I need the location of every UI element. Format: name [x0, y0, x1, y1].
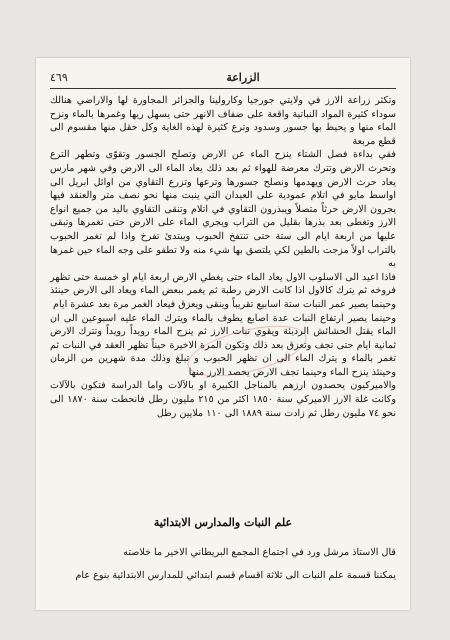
page-number: ٤٦٩: [50, 70, 68, 84]
header-rule: [50, 88, 396, 89]
paragraph: يمكننا قسمة علم النبات الى ثلاثة اقسام قسم ابتدائي للمدارس الابتدائية بنوع عام: [75, 569, 396, 581]
section-title: علم النبات والمدارس الابتدائية: [153, 516, 293, 529]
page-sheet: [36, 58, 410, 610]
paragraph: وتكثر زراعة الارز في ولايتي جورجيا وكارولينا والجزائر المجاورة لها والاراضي هنالك سوداء كثيرة المواد النباتية واقعة على ضفاف الانهر حتى يسهل ريها وغمرها بالماء ونزح الماء منها و يحيط بها جسور وسدود وترع كثيرة لهذه الغاية وكل حقل منها مقسوم الى قطع مربعة: [50, 95, 396, 147]
paragraph: فاذا اعيد الى الاسلوب الاول يعاد الماء حتى يغطي الارض اربعة ايام او خمسة حتى تظهر فروخه ثم يترك كالاول اذا كانت الارض رطبة ثم يغمر ببعض الماء ويعاد الى الارض حينئذ وحينما يصير عمر النبات ستة اسابيع تقريباً وينقى ويعزق فيعاد الغمر مرة بعد عشرة ايام: [50, 271, 396, 310]
section-text: [50, 536, 396, 592]
paragraph: والاميركيون يحصدون ارزهم بالمناجل الكبيرة او بالآلات واما الدراسة فتكون بالآلات وكانت غلة الارز الاميركي سنة ١٨٥٠ اكثر من ٢١٥ مليون رطل فانحطت سنة ١٨٧٠ الى نحو ٧٤ مليون رطل ثم زادت سنة ١٨٨٩ الى ١١٠ ملايين رطل: [50, 380, 397, 419]
paragraph: قال الاستاذ مرشل ورد في اجتماع المجمع البريطاني الاخير ما خلاصته: [123, 546, 396, 558]
page-header: [50, 68, 396, 86]
paragraph: ففي بداءة فصل الشتاء ينزح الماء عن الارض وتصلح الجسور وتقوّى وتطهر الترع وتحرث الارض وتترك معرضة للهواء ثم بعد ذلك يعاد الماء الى الارض وفي شهر مارس يعاد حرث الارض ويهدمها ونصلح جسورها وترعها وتزرع التقاوي من اوائل ابريل الى اواسط مايو في اتلام عمودية على العيدان التي ينبت منها نحو نصف متر والعنقد فيها يجرون الارض حرثاً متصلاً ويبذرون التقاوي في اتلام وتنقى التقاوي باليد من جميع انواع الارز وتغطى بعد بذرها بقليل من التراب ويجري الماء على الارض حتى تغمرها وتبقى عليها من اربعة ايام الى ستة حتى تنتفخ الحبوب ويبتدئ تفرخ واذا لم تغمر الحبوب بالتراب اولاً مزجت بالطين لكي يلتصق بها شيء منه ولا تطفو على وجه الماء حين غمرها به: [50, 149, 396, 270]
paragraph: وحينما يصير ارتفاع النبات عدة اصابع يطوف بالماء ويترك الماء عليه اسبوعين الى ان الماء يقتل الحشائش الرديئة ويقوي نبات الارز ثم ينزح الماء رويداً رويداً وتترك الارض ثمانية ايام حتى تجف وتعزق بعد ذلك وتكون المرة الاخيرة حيناً تظهر العقد في النبات ثم تغمر بالماء و يترك الماء الى ان تظهر الحبوب و تبلغ وذلك مدة شهرين من الزمان وحينئذ ينزح الماء وحينما تجف الارض يحصد الارز منها: [50, 312, 396, 378]
page-title: الزراعة: [226, 70, 260, 84]
